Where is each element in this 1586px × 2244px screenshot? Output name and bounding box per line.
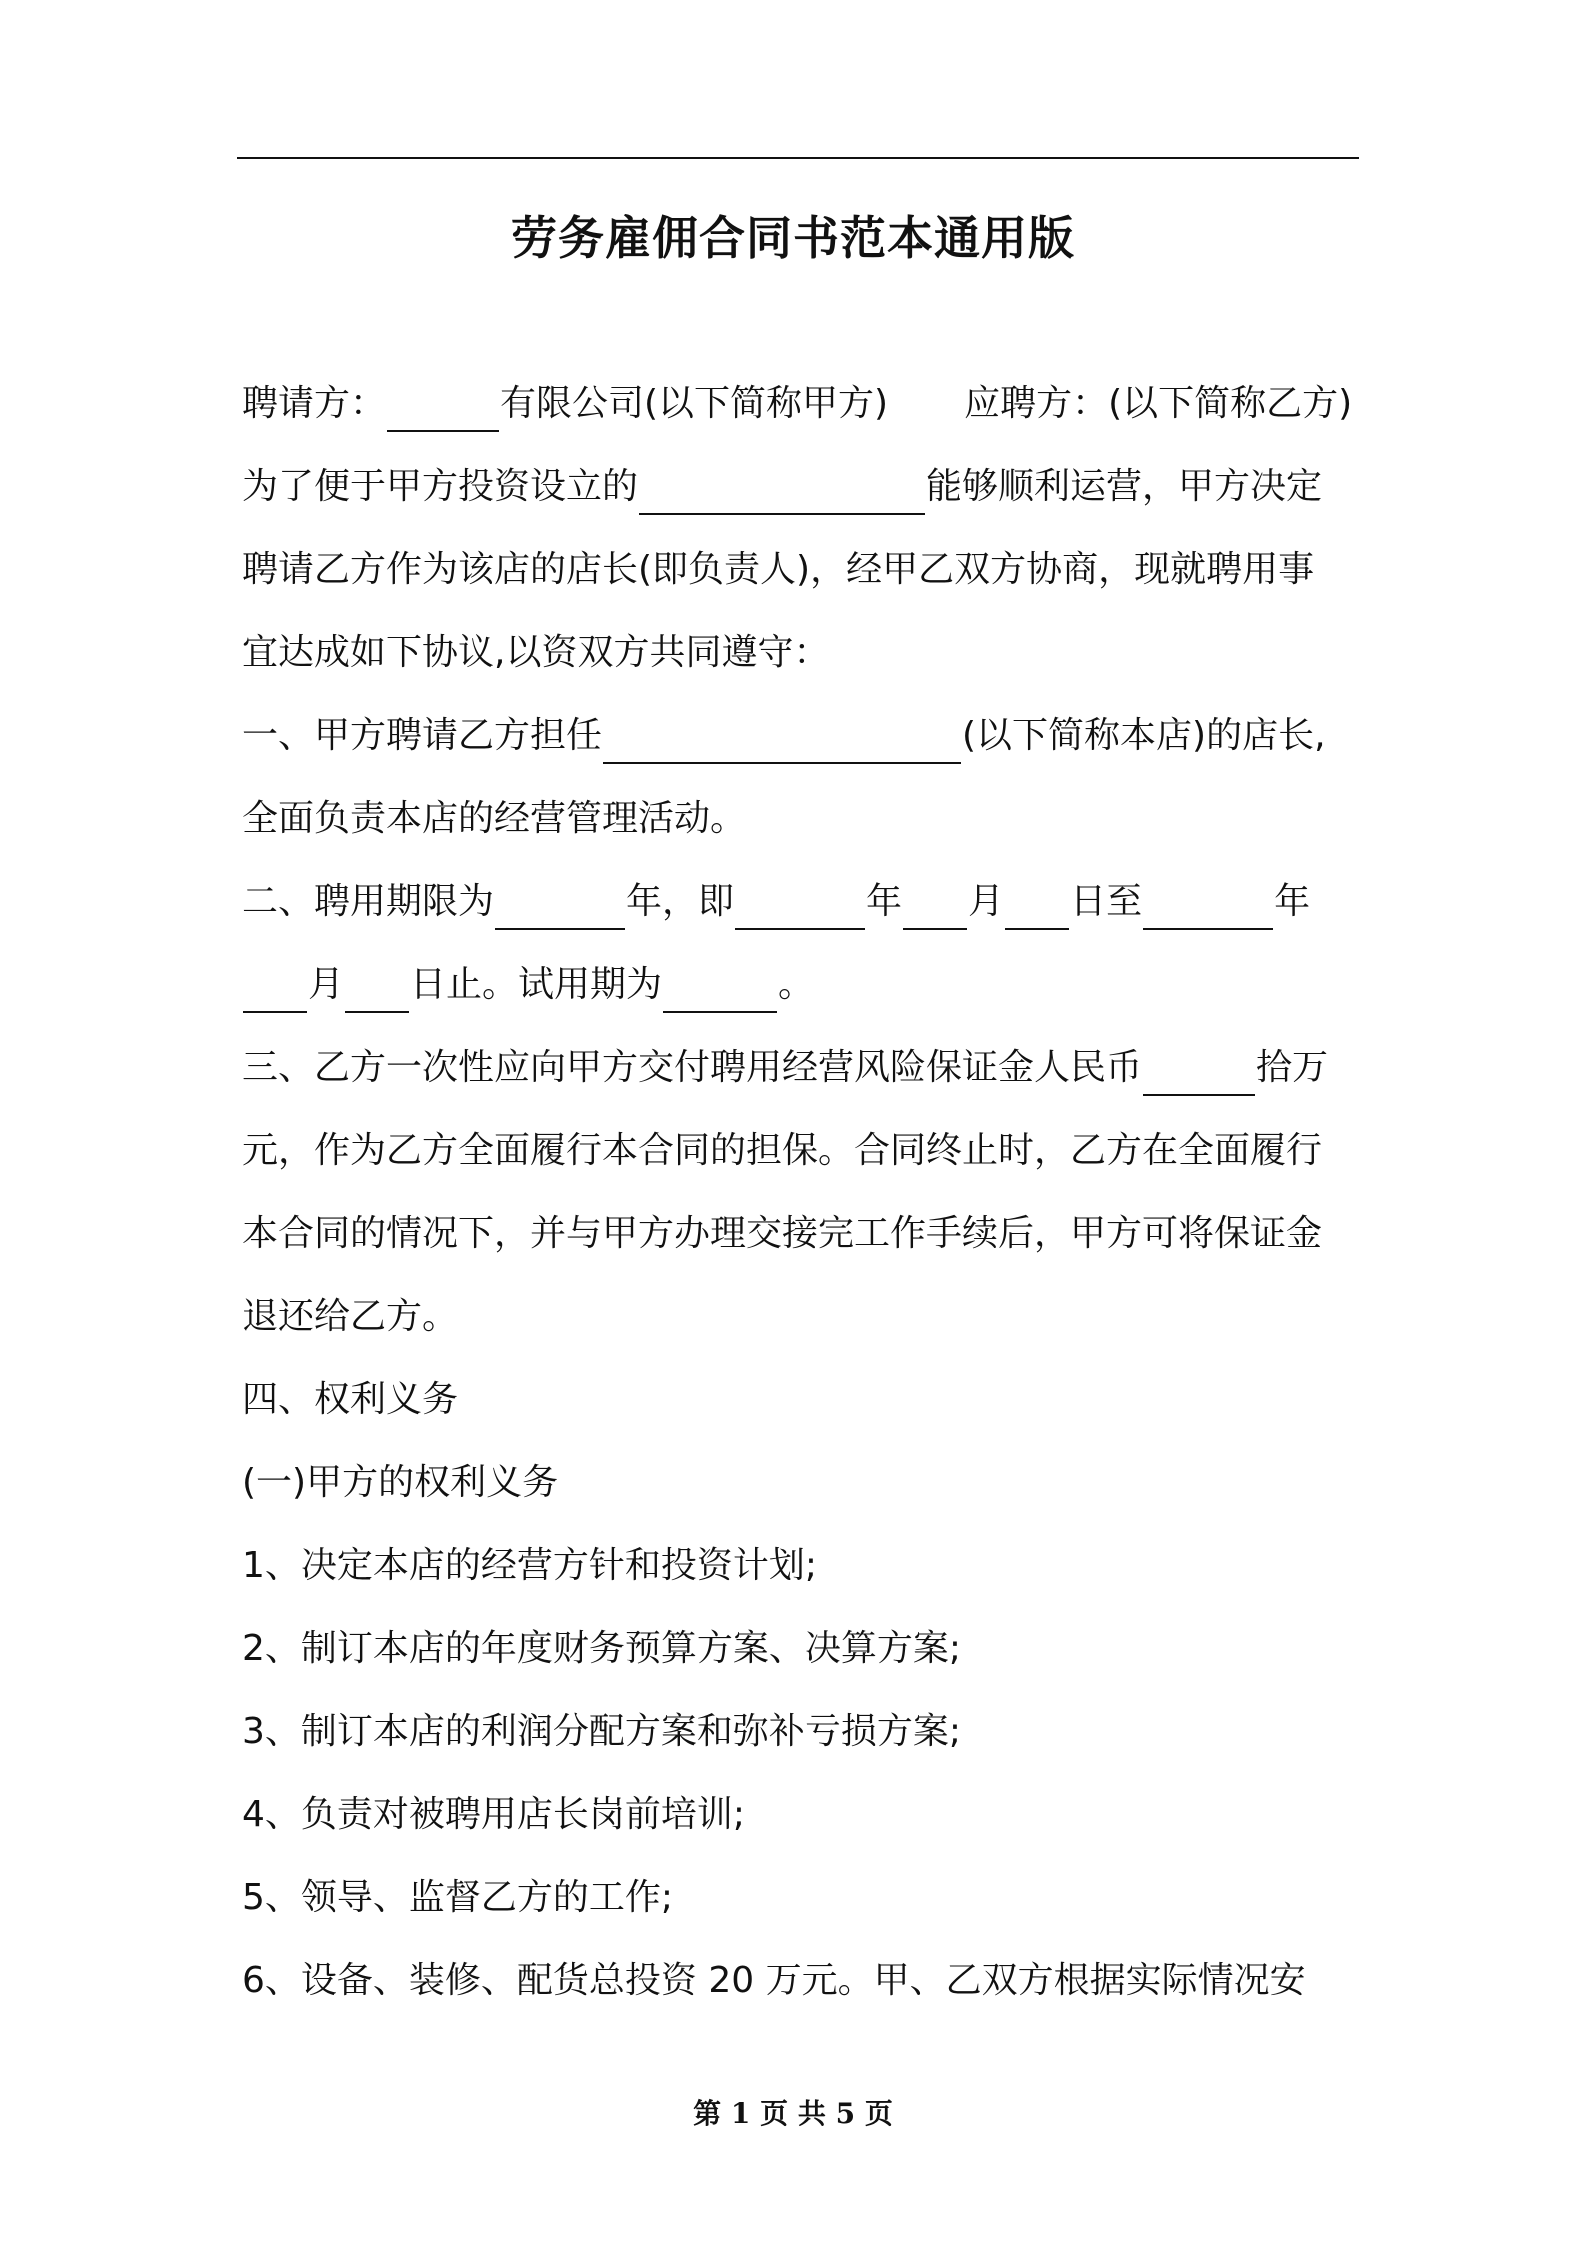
header-rule (237, 157, 1359, 159)
text-segment: 6、设备、装修、配货总投资 20 万元。甲、乙双方根据实际情况安 (242, 1960, 1306, 2001)
body-line (242, 777, 1362, 860)
fill-blank (495, 882, 625, 930)
fill-blank (663, 965, 777, 1013)
text-segment: 本合同的情况下，并与甲方办理交接完工作手续后，甲方可将保证金 (242, 1213, 1323, 1254)
body-line (242, 1856, 1362, 1939)
body-line (242, 1939, 1362, 2022)
body-line (242, 1690, 1362, 1773)
fill-blank (903, 882, 967, 930)
text-segment: 5、领导、监督乙方的工作; (242, 1877, 674, 1918)
document-body (242, 362, 1362, 2022)
text-segment: 退还给乙方。 (242, 1296, 459, 1337)
body-line (242, 1524, 1362, 1607)
body-line (242, 1358, 1362, 1441)
text-segment: 应聘方：(以下简称乙方) (964, 383, 1353, 424)
text-segment: 一、甲方聘请乙方担任 (242, 715, 603, 756)
body-line (242, 528, 1362, 611)
text-segment: (一)甲方的权利义务 (242, 1462, 559, 1503)
fill-blank (735, 882, 865, 930)
text-segment: 年，即 (626, 881, 735, 922)
text-segment: 拾万 (1256, 1047, 1329, 1088)
body-line (242, 694, 1362, 777)
text-segment: 年 (1274, 881, 1311, 922)
text-segment: 4、负责对被聘用店长岗前培训; (242, 1794, 746, 1835)
fill-blank (243, 965, 307, 1013)
body-line (242, 860, 1362, 943)
body-line (242, 611, 1362, 694)
text-segment: 月 (308, 964, 345, 1005)
body-line (242, 1607, 1362, 1690)
fill-blank (387, 384, 499, 432)
text-segment: 三、乙方一次性应向甲方交付聘用经营风险保证金人民币 (242, 1047, 1143, 1088)
body-line (242, 445, 1362, 528)
body-line (242, 1441, 1362, 1524)
body-line (242, 1109, 1362, 1192)
text-segment: 年 (866, 881, 903, 922)
fill-blank (1143, 1048, 1255, 1096)
text-segment: 聘请方： (242, 383, 387, 424)
text-segment: 日至 (1070, 881, 1143, 922)
text-segment: 日止。试用期为 (410, 964, 663, 1005)
text-segment: 全面负责本店的经营管理活动。 (242, 798, 747, 839)
fill-blank (345, 965, 409, 1013)
text-segment: 宜达成如下协议,以资双方共同遵守： (242, 632, 830, 673)
text-segment: 四、权利义务 (242, 1379, 459, 1420)
body-line (242, 1192, 1362, 1275)
fill-blank (1005, 882, 1069, 930)
text-segment: 为了便于甲方投资设立的 (242, 466, 639, 507)
text-segment: 能够顺利运营，甲方决定 (926, 466, 1323, 507)
document-title: 劳务雇佣合同书范本通用版 (511, 211, 1075, 265)
text-segment: 二、聘用期限为 (242, 881, 495, 922)
text-segment: (以下简称本店)的店长, (962, 715, 1326, 756)
page-number-footer: 第 1 页 共 5 页 (693, 2097, 893, 2130)
text-segment: 月 (968, 881, 1005, 922)
text-segment: 2、制订本店的年度财务预算方案、决算方案; (242, 1628, 962, 1669)
body-line (242, 362, 1362, 445)
text-segment: 。 (778, 964, 815, 1005)
body-line (242, 1026, 1362, 1109)
text-segment: 元，作为乙方全面履行本合同的担保。合同终止时，乙方在全面履行 (242, 1130, 1323, 1171)
body-line (242, 1275, 1362, 1358)
body-line (242, 1773, 1362, 1856)
text-segment: 聘请乙方作为该店的店长(即负责人)，经甲乙双方协商，现就聘用事 (242, 549, 1315, 590)
text-segment: 1、决定本店的经营方针和投资计划; (242, 1545, 818, 1586)
fill-blank (603, 716, 961, 764)
body-line (242, 943, 1362, 1026)
text-segment: 有限公司(以下简称甲方) (500, 383, 889, 424)
fill-blank (639, 467, 925, 515)
text-segment: 3、制订本店的利润分配方案和弥补亏损方案; (242, 1711, 962, 1752)
fill-blank (1143, 882, 1273, 930)
